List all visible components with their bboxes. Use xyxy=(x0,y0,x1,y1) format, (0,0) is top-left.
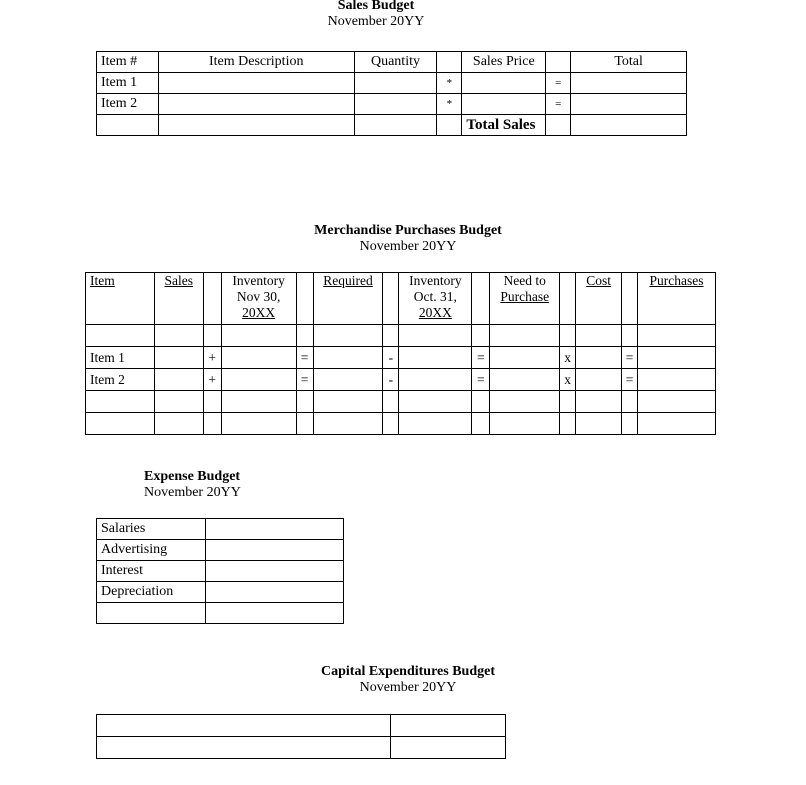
table-row xyxy=(86,369,716,391)
cost-cell[interactable] xyxy=(576,413,622,435)
row-item-label: Item 1 xyxy=(97,73,159,94)
header-inventory-nov xyxy=(221,273,296,325)
purchases-cell[interactable] xyxy=(638,325,716,347)
purchases-cell[interactable] xyxy=(638,369,716,391)
empty-cell xyxy=(437,115,462,136)
inventory-cell[interactable] xyxy=(399,325,472,347)
row-item-label: Item 2 xyxy=(97,94,159,115)
header-purchases: Purchases xyxy=(638,273,716,325)
header-spacer-1 xyxy=(437,52,462,73)
header-required: Required xyxy=(313,273,383,325)
inventory-cell[interactable] xyxy=(399,413,472,435)
table-row xyxy=(97,540,344,561)
sales-header-row xyxy=(97,52,687,73)
equals-symbol: = xyxy=(622,369,638,391)
inventory-cell[interactable] xyxy=(221,413,296,435)
table-row xyxy=(97,561,344,582)
sales-cell[interactable] xyxy=(154,391,203,413)
expense-amount-cell[interactable] xyxy=(205,561,343,582)
expense-label: Salaries xyxy=(97,519,206,540)
sales-budget-title-block xyxy=(306,0,446,30)
table-row xyxy=(97,94,687,115)
required-cell[interactable] xyxy=(313,391,383,413)
required-cell[interactable] xyxy=(313,413,383,435)
merch-header-row xyxy=(86,273,716,325)
capex-budget-title: Capital Expenditures Budget xyxy=(321,664,495,679)
equals-symbol: = xyxy=(546,73,571,94)
table-row xyxy=(97,582,344,603)
sales-budget-subtitle: November 20YY xyxy=(327,14,425,29)
header-spacer-2 xyxy=(546,52,571,73)
multiply-symbol: * xyxy=(437,73,462,94)
cost-cell[interactable] xyxy=(576,347,622,369)
header-item-number: Item # xyxy=(97,52,159,73)
header-spacer xyxy=(296,273,313,325)
inventory-cell[interactable] xyxy=(221,369,296,391)
required-cell[interactable] xyxy=(313,369,383,391)
header-inventory-oct-line2: Oct. 31, xyxy=(413,289,457,304)
need-cell[interactable] xyxy=(490,325,560,347)
price-cell[interactable] xyxy=(462,73,546,94)
description-cell[interactable] xyxy=(158,94,354,115)
header-spacer xyxy=(472,273,490,325)
table-row xyxy=(97,519,344,540)
minus-symbol: - xyxy=(383,347,399,369)
empty-cell[interactable] xyxy=(97,603,206,624)
times-symbol: x xyxy=(560,369,576,391)
header-need-line1: Need to xyxy=(503,273,546,288)
capex-budget-title-block xyxy=(303,664,513,696)
merch-budget-table xyxy=(85,272,716,435)
multiply-symbol: * xyxy=(437,94,462,115)
quantity-cell[interactable] xyxy=(354,73,437,94)
expense-label: Interest xyxy=(97,561,206,582)
table-row xyxy=(86,347,716,369)
header-sales-price: Sales Price xyxy=(462,52,546,73)
capex-amount-cell[interactable] xyxy=(391,737,506,759)
description-cell[interactable] xyxy=(158,73,354,94)
equals-symbol: = xyxy=(622,347,638,369)
header-total: Total xyxy=(571,52,687,73)
times-symbol: x xyxy=(560,347,576,369)
equals-symbol: = xyxy=(472,347,490,369)
sales-budget-title: Sales Budget xyxy=(337,0,415,13)
inventory-cell[interactable] xyxy=(399,369,472,391)
purchases-cell[interactable] xyxy=(638,391,716,413)
inventory-cell[interactable] xyxy=(221,391,296,413)
header-spacer xyxy=(560,273,576,325)
capex-description-cell[interactable] xyxy=(97,715,391,737)
header-cost: Cost xyxy=(576,273,622,325)
header-inventory-nov-line1: Inventory xyxy=(232,273,285,288)
table-row xyxy=(97,603,344,624)
equals-symbol: = xyxy=(296,369,313,391)
minus-symbol: - xyxy=(383,369,399,391)
sales-budget-table xyxy=(96,51,687,136)
capex-budget-table xyxy=(96,714,506,759)
capex-amount-cell[interactable] xyxy=(391,715,506,737)
plus-symbol: + xyxy=(203,369,221,391)
cost-cell[interactable] xyxy=(576,369,622,391)
table-row xyxy=(97,715,506,737)
inventory-cell[interactable] xyxy=(221,325,296,347)
header-item-description: Item Description xyxy=(158,52,354,73)
header-need-line2: Purchase xyxy=(500,289,550,304)
need-cell[interactable] xyxy=(490,347,560,369)
total-sales-label: Total Sales xyxy=(462,115,546,136)
row-item-label: Item 2 xyxy=(86,369,155,391)
merch-budget-title: Merchandise Purchases Budget xyxy=(314,223,502,238)
expense-budget-title-block xyxy=(144,469,254,501)
header-spacer xyxy=(383,273,399,325)
total-cell[interactable] xyxy=(571,73,687,94)
need-cell[interactable] xyxy=(490,391,560,413)
header-inventory-oct-line1: Inventory xyxy=(409,273,462,288)
inventory-cell[interactable] xyxy=(399,391,472,413)
capex-budget-subtitle: November 20YY xyxy=(359,680,457,695)
sales-cell[interactable] xyxy=(154,347,203,369)
merch-budget-title-block xyxy=(298,223,518,255)
header-sales: Sales xyxy=(154,273,203,325)
expense-amount-cell[interactable] xyxy=(205,582,343,603)
cost-cell[interactable] xyxy=(576,325,622,347)
header-spacer xyxy=(203,273,221,325)
total-cell[interactable] xyxy=(571,94,687,115)
empty-cell xyxy=(158,115,354,136)
table-row xyxy=(86,325,716,347)
sales-total-row xyxy=(97,115,687,136)
need-cell[interactable] xyxy=(490,369,560,391)
required-cell[interactable] xyxy=(313,325,383,347)
header-inventory-oct-line3: 20XX xyxy=(418,305,452,320)
expense-label: Depreciation xyxy=(97,582,206,603)
expense-label: Advertising xyxy=(97,540,206,561)
table-row xyxy=(97,737,506,759)
price-cell[interactable] xyxy=(462,94,546,115)
sales-cell[interactable] xyxy=(154,325,203,347)
expense-amount-cell[interactable] xyxy=(205,540,343,561)
expense-budget-title: Expense Budget xyxy=(144,469,241,484)
purchases-cell[interactable] xyxy=(638,413,716,435)
header-spacer xyxy=(622,273,638,325)
quantity-cell[interactable] xyxy=(354,94,437,115)
equals-symbol: = xyxy=(472,369,490,391)
purchases-cell[interactable] xyxy=(638,347,716,369)
expense-amount-cell[interactable] xyxy=(205,603,343,624)
table-row xyxy=(86,391,716,413)
header-inventory-nov-line3: 20XX xyxy=(242,305,276,320)
empty-cell xyxy=(97,115,159,136)
header-need-to-purchase xyxy=(490,273,560,325)
inventory-cell[interactable] xyxy=(221,347,296,369)
expense-budget-table xyxy=(96,518,344,624)
table-row xyxy=(86,413,716,435)
expense-amount-cell[interactable] xyxy=(205,519,343,540)
header-quantity: Quantity xyxy=(354,52,437,73)
header-inventory-nov-line2: Nov 30, xyxy=(236,289,281,304)
sales-cell[interactable] xyxy=(154,413,203,435)
sales-cell[interactable] xyxy=(154,369,203,391)
capex-description-cell[interactable] xyxy=(97,737,391,759)
empty-cell xyxy=(354,115,437,136)
need-cell[interactable] xyxy=(490,413,560,435)
header-inventory-oct xyxy=(399,273,472,325)
inventory-cell[interactable] xyxy=(399,347,472,369)
equals-symbol: = xyxy=(546,94,571,115)
plus-symbol: + xyxy=(203,347,221,369)
merch-budget-subtitle: November 20YY xyxy=(359,239,457,254)
equals-symbol: = xyxy=(296,347,313,369)
required-cell[interactable] xyxy=(313,347,383,369)
expense-budget-subtitle: November 20YY xyxy=(144,485,241,500)
empty-cell xyxy=(546,115,571,136)
table-row xyxy=(97,73,687,94)
header-item: Item xyxy=(86,273,155,325)
total-sales-cell[interactable] xyxy=(571,115,687,136)
cost-cell[interactable] xyxy=(576,391,622,413)
row-item-label: Item 1 xyxy=(86,347,155,369)
